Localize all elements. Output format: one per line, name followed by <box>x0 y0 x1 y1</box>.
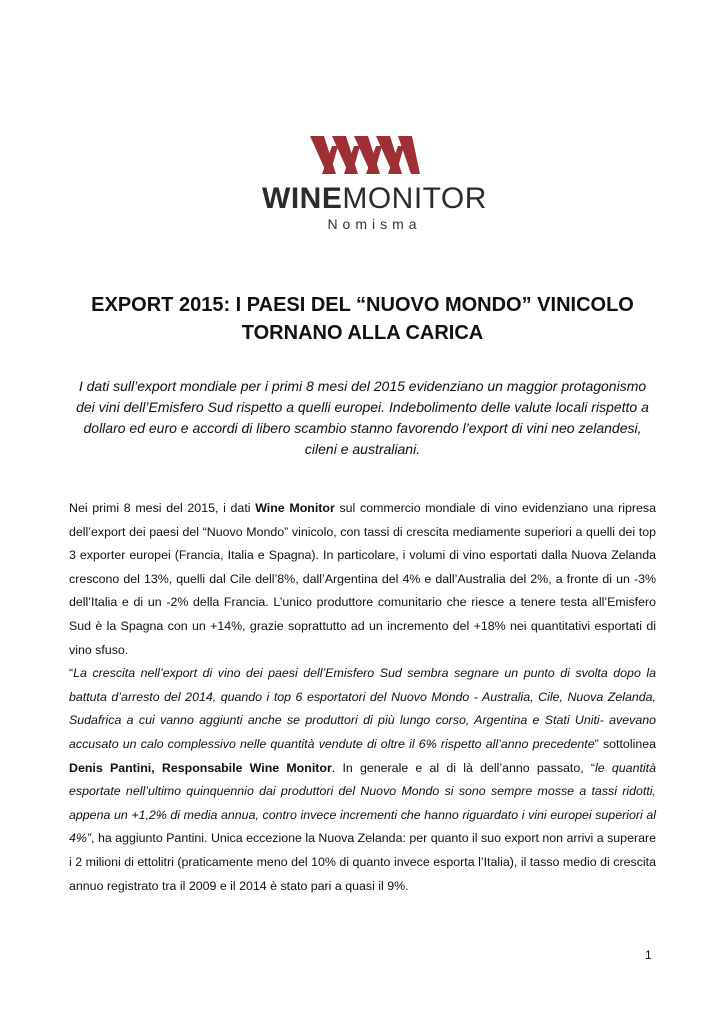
brand-name <box>262 182 487 216</box>
title-line-2: TORNANO ALLA CARICA <box>241 322 484 344</box>
lead-paragraph: I dati sull’export mondiale per i primi 8 mesi del 2015 evidenziano un maggior protagonismo dei vini dell’Emisfero Sud rispetto a quelli europei. Indebolimento delle valute locali rispetto a dollaro ed euro e accordi di libero scambio stanno favorendo l’export di vini neo zelandesi, cileni e australiani. <box>76 378 649 457</box>
p1-bold-wine-monitor: Wine Monitor <box>255 501 335 515</box>
p2-open-quote: “ <box>69 666 74 681</box>
p2-text-1: ” sottolinea <box>594 736 656 751</box>
p2-quote-1: La crescita nell’export di vino dei paesi dell’Emisfero Sud sembra segnare un punto di svolta dopo la battuta d’arresto del 2014, quando i top 6 esportatori del Nuovo Mondo - Australia, Cile, Nuova Zelanda, Sudafrica a cui vanno aggiunti anche se produttori di più lungo corso, Argentina e Stati Uniti- avevano accusato un calo complessivo nelle quantità vendute di oltre il 6% rispetto all’anno precedente <box>69 666 656 751</box>
body-paragraph-1 <box>69 497 656 662</box>
wine-monitor-mark-icon <box>310 130 420 180</box>
p1-text-1: Nei primi 8 mesi del 2015, i dati <box>69 501 256 515</box>
wine-monitor-logo <box>262 126 487 232</box>
body-paragraph-2 <box>69 662 656 898</box>
brand-name-bold: WINE <box>262 182 343 215</box>
body-text <box>69 497 656 898</box>
p2-text-3: , ha aggiunto Pantini. Unica eccezione la Nuova Zelanda: per quanto il suo export non arrivi a superare i 2 milioni di ettolitri (praticamente meno del 10% di quanto invece esporta l’Italia), il tasso medio di crescita annuo registrato tra il 2009 e il 2014 è stato pari a quasi il 9%. <box>69 831 656 893</box>
page-number: 1 <box>645 948 652 962</box>
title-line-1: EXPORT 2015: I PAESI DEL “NUOVO MONDO” VINICOLO <box>91 294 634 316</box>
document-title <box>60 291 665 347</box>
p2-bold-pantini: Denis Pantini, Responsabile Wine Monitor <box>69 760 332 775</box>
brand-subtitle: Nomisma <box>327 216 422 232</box>
p2-text-2: . In generale e al di là dell’anno passato, “ <box>331 760 596 775</box>
brand-name-light: MONITOR <box>342 182 487 215</box>
p1-text-2: sul commercio mondiale di vino evidenziano una ripresa dell’export dei paesi del “Nuovo Mondo” vinicolo, con tassi di crescita mediamente superiori a quelli dei top 3 exporter europei (Francia, Italia e Spagna). In particolare, i volumi di vino esportati dalla Nuova Zelanda crescono del 13%, quelli dal Cile dell’8%, dall’Argentina del 4% e dall’Australia del 2%, a fronte di un -3% dell’Italia e di un -2% della Francia. L’unico produttore comunitario che riesce a tenere testa all’Emisfero Sud è la Spagna con un +14%, grazie soprattutto ad un incremento del +18% nei quantitativi esportati di vino sfuso. <box>69 501 656 657</box>
p2-quote-2: le quantità esportate nell’ultimo quinquennio dai produttori del Nuovo Mondo si sono sempre mosse a tassi ridotti, appena un +1,2% di media annua, contro invece incrementi che hanno riguardato i vini europei superiori al 4%” <box>69 760 656 846</box>
